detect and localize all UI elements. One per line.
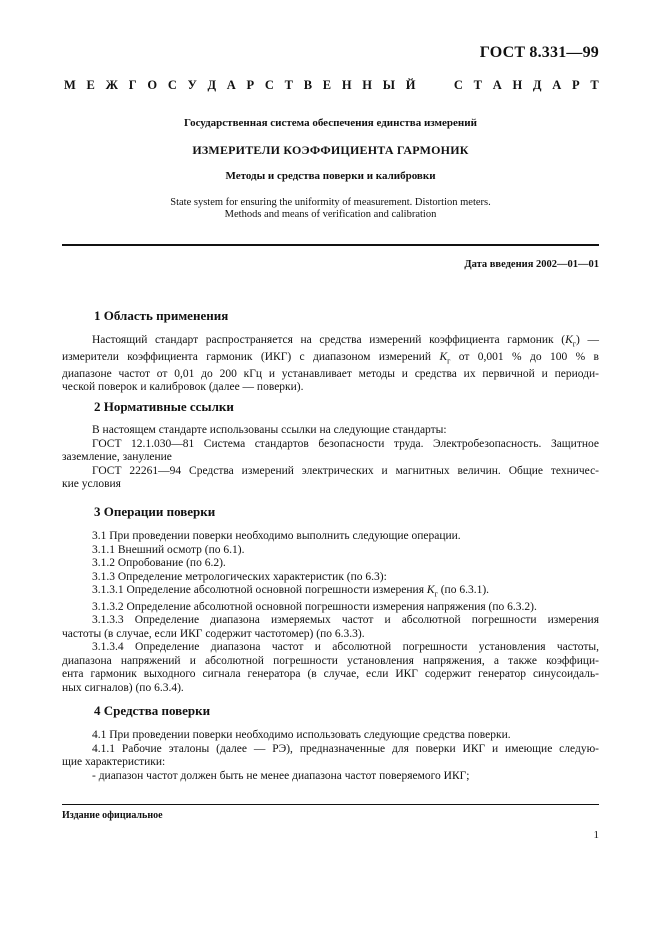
text-line: 4.1 При проведении поверки необходимо использовать следующие средства поверки. [92,729,511,741]
section-heading-scope: 1 Область применения [94,308,229,323]
banner-letter: Н [512,78,523,92]
text-line: щие характеристики: [62,756,166,768]
text-line: 3.1.3 Определение метрологических характеристик (по 6.3): [92,570,387,583]
section-body-scope [62,334,599,395]
section-body-means [62,729,599,783]
banner-letter [426,78,429,93]
banner-letter: В [303,78,313,92]
header-divider [62,244,599,246]
text-line: 4.1.1 Рабочие эталоны (далее — РЭ), предназначенные для поверки ИКГ и имеющие следую- [92,742,599,755]
text-line: В настоящем стандарте использованы ссылки на следующие стандарты: [92,424,447,436]
banner-letter: Ы [382,78,396,92]
banner-letter: Т [473,78,482,92]
banner-letter: Д [207,78,217,92]
text-line: ГОСТ 12.1.030—81 Система стандартов безопасности труда. Электробезопасность. Защитное [92,437,599,450]
banner-letter: А [552,78,562,92]
footer-divider [62,804,599,805]
text-line: кие условия [62,478,121,490]
text-line: 3.1.2 Опробование (по 6.2). [92,557,226,569]
banner-letter: Д [532,78,542,92]
banner-letter: А [492,78,502,92]
page-number: 1 [593,829,599,841]
system-title: Государственная система обеспечения единства измерений [184,117,477,129]
section-body-operations [62,530,599,695]
banner-letter: Т [590,78,599,92]
section-body-references [62,424,599,492]
text-line: 3.1.3.2 Определение абсолютной основной погрешности измерения напряжения (по 6.3.2). [92,600,537,613]
english-title-line: State system for ensuring the uniformity of measurement. Distortion meters. [170,197,491,208]
text-line: - диапазон частот должен быть не менее диапазона частот поверяемого ИКГ; [92,769,470,782]
banner-letter: Е [86,78,95,92]
banner-letter: Й [405,78,416,92]
banner-letter: Е [322,78,332,92]
official-edition-label: Издание официальное [62,810,163,821]
document-code: ГОСТ 8.331—99 [479,44,599,61]
banner-letter [440,78,443,93]
banner-letter: У [187,78,197,92]
banner-letter: Г [128,78,137,92]
text-line: диапазоне частот от 0,01 до 200 кГц и устанавливает методы и средства их первичной и периоди- [62,367,599,380]
banner-letter: М [64,78,76,92]
banner-letter: А [226,78,236,92]
text-line: частоты (в случае, если ИКГ содержит частотомер) (по 6.3.3). [62,627,365,640]
banner-letter: С [167,78,177,92]
section-heading-references: 2 Нормативные ссылки [94,399,234,414]
introduction-date: Дата введения 2002—01—01 [464,259,599,270]
text-line: 3.1.3.1 Определение абсолютной основной погрешности измерения $K_г$ (по 6.3.1). [92,584,490,599]
text-line: диапазона напряжений и абсолютной погрешности установления напряжения, а также коэффици- [62,654,599,667]
text-line: ГОСТ 22261—94 Средства измерений электрических и магнитных величин. Общие техничес- [92,464,599,477]
banner-letter: Т [284,78,293,92]
text-line: измерители коэффициента гармоник (ИКГ) с диапазоном измерений $K_г$ от 0,001 % до 100 % в [62,350,599,366]
document-title: ИЗМЕРИТЕЛИ КОЭФФИЦИЕНТА ГАРМОНИК [192,143,469,157]
text-line: заземление, зануление [62,451,172,463]
banner-letter: С [453,78,463,92]
english-title [60,197,601,221]
text-line: ента гармоник выходного сигнала генератора (в случае, если ИКГ содержит генератор синусоидаль- [62,668,599,681]
text-line: 3.1 При проведении поверки необходимо выполнить следующие операции. [92,530,461,542]
banner-letter: Р [246,78,255,92]
banner-letter: Р [571,78,580,92]
banner-letter: Ж [105,78,118,92]
text-line: 3.1.1 Внешний осмотр (по 6.1). [92,543,245,556]
section-heading-means: 4 Средства поверки [94,703,211,718]
text-line: ных сигналов) (по 6.3.4). [62,681,184,694]
banner-letter: О [147,78,158,92]
document-subtitle: Методы и средства поверки и калибровки [225,170,436,182]
text-line: ческой поверок и калибровок (далее — поверки). [62,381,304,394]
text-line: 3.1.3.4 Определение диапазона частот и абсолютной погрешности установления частоты, [92,641,599,654]
banner-letter: Н [341,78,352,92]
banner-letter: С [264,78,274,92]
section-heading-operations: 3 Операции поверки [94,504,216,519]
text-line: 3.1.3.3 Определение диапазона измеряемых частот и абсолютной погрешности измерения [92,614,599,627]
english-title-line: Methods and means of verification and calibration [224,209,437,220]
text-line: Настоящий стандарт распространяется на средства измерений коэффициента гармоник $(K_г)$ — [92,334,599,349]
banner-letter: Н [362,78,373,92]
interstate-standard-banner [64,78,599,93]
